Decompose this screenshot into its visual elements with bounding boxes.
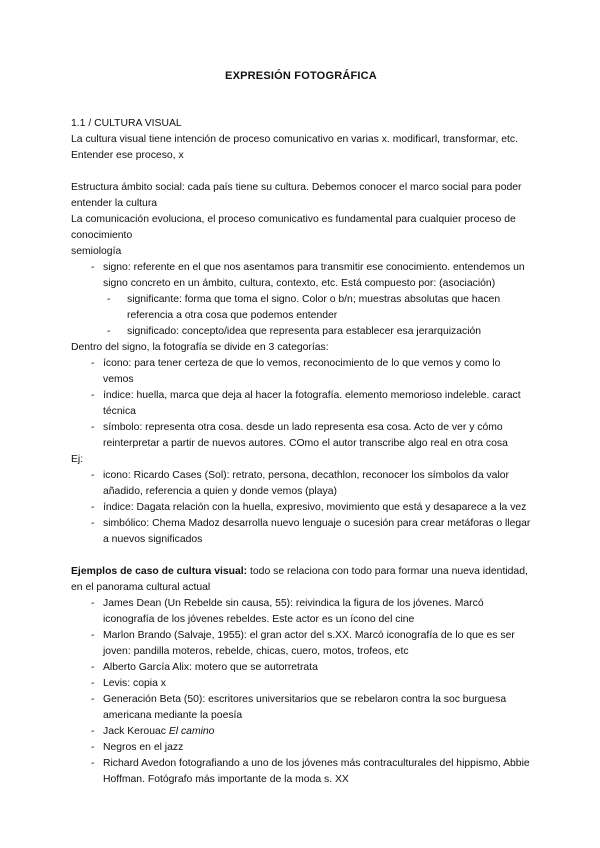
list-item: - Marlon Brando (Salvaje, 1955): el gran actor del s.XX. Marcó iconografía de lo que es ser joven: pandilla moteros, rebelde, chicas, cuero, motos, trofeos, etc <box>91 630 515 657</box>
paragraph: Ej: <box>71 454 84 465</box>
list-item: - Generación Beta (50): escritores universitarios que se rebelaron contra la soc burguesa americana mediante la poesía <box>91 694 507 721</box>
list-item: - índice: huella, marca que deja al hacer la fotografía. elemento memorioso indeleble. caract técnica <box>91 390 521 417</box>
paragraph: Estructura ámbito social: cada país tiene su cultura. Debemos conocer el marco social para poder entender la cultura <box>71 182 522 209</box>
list-item: - James Dean (Un Rebelde sin causa, 55): reivindica la figura de los jóvenes. Marcó iconografía de los jóvenes rebeldes. Este actor es un ícono del cine <box>91 598 484 625</box>
sublist-item: - significante: forma que toma el signo. Color o b/n; muestras absolutas que hacen referencia a otra cosa que podemos entender <box>107 294 501 321</box>
paragraph: La cultura visual tiene intención de proceso comunicativo en varias x. modificarl, transformar, etc. Entender ese proceso, x <box>71 134 519 161</box>
list-item: - índice: Dagata relación con la huella, expresivo, movimiento que está y desaparece a la vez <box>91 502 527 513</box>
paragraph: La comunicación evoluciona, el proceso comunicativo es fundamental para cualquier proceso de conocimiento <box>71 214 516 241</box>
list-item: - signo: referente en el que nos asentamos para transmitir ese conocimiento. entendemos un signo concreto en un ámbito, cultura, contexto, etc. Está compuesto por: (asociación) - significante: forma que toma el signo. Color o b/n; muestras absolutas que hacen referencia a otra cosa que podemos entender - significado: concepto/idea que representa para establecer esa jerarquización <box>71 260 531 340</box>
ejemplos-list <box>71 468 531 548</box>
book-title: El camino <box>168 726 215 737</box>
list-item: - simbólico: Chema Madoz desarrolla nuevo lenguaje o sucesión para crear metáforas o llegar a nuevos significados <box>91 518 531 545</box>
paragraph: semiología <box>71 246 122 257</box>
list-item: - Richard Avedon fotografiando a uno de los jóvenes más contraculturales del hippismo, Abbie Hoffman. Fotógrafo más importante de la moda s. XX <box>91 758 530 785</box>
list-item: - Alberto García Alix: motero que se autorretrata <box>91 662 318 673</box>
bold-lead: Ejemplos de caso de cultura visual: <box>71 566 248 577</box>
list-item: - Jack Kerouac El camino <box>91 726 215 737</box>
document-body <box>71 116 531 788</box>
sublist-item: - significado: concepto/idea que representa para establecer esa jerarquización <box>107 326 482 337</box>
list-item: - icono: Ricardo Cases (Sol): retrato, persona, decathlon, reconocer los símbolos da valor añadido, referencia a quien y donde vemos (playa) <box>91 470 510 497</box>
paragraph: Dentro del signo, la fotografía se divide en 3 categorías: <box>71 342 329 353</box>
categorias-list <box>71 356 531 452</box>
list-item: - Levis: copia x <box>91 678 166 689</box>
section-heading: 1.1 / CULTURA VISUAL <box>71 118 182 129</box>
page-title: EXPRESIÓN FOTOGRÁFICA <box>225 70 377 82</box>
casos-list <box>71 596 531 788</box>
list-item: - ícono: para tener certeza de que lo vemos, reconocimiento de lo que vemos y como lo vemos <box>91 358 501 385</box>
list-item: - Negros en el jazz <box>91 742 184 753</box>
semiologia-list <box>71 260 531 340</box>
list-item: - símbolo: representa otra cosa. desde un lado representa esa cosa. Acto de ver y cómo reinterpretar a partir de nuevos autores. COmo el autor transcribe algo real en otra cosa <box>91 422 508 449</box>
signo-sublist <box>103 292 531 340</box>
paragraph: Ejemplos de caso de cultura visual: todo se relaciona con todo para formar una nueva identidad, en el panorama cultural actual <box>71 566 528 593</box>
